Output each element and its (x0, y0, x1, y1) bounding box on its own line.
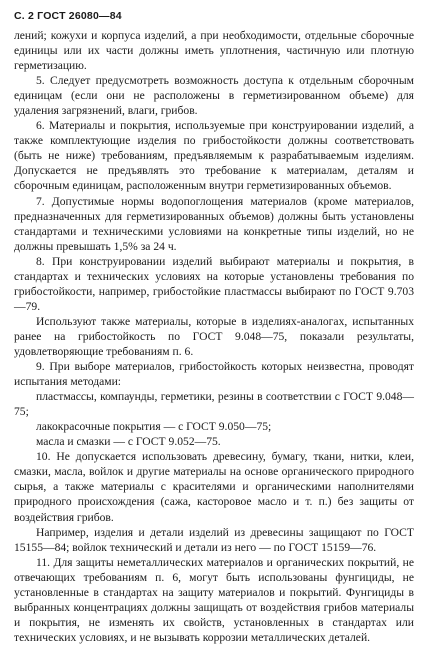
document-body (14, 28, 414, 645)
paragraph-9-plastics: пластмассы, компаунды, герметики, резины в соответствии с ГОСТ 9.048—75; (14, 390, 414, 419)
paragraph-7: 7. Допустимые нормы водопоглощения материалов (кроме материалов, предназначенных для герметизированных объемов) должны быть установлены стандартами и техническими условиями на конкретные типы изделий, но не должны превышать 1,5% за 24 ч. (14, 194, 414, 253)
paragraph-9-oils: масла и смазки — с ГОСТ 9.052—75. (36, 435, 221, 449)
paragraph-8-note: Используют также материалы, которые в изделиях-аналогах, испытанных ранее на грибостойкость по ГОСТ 9.048—75, показали результаты, удовлетворяющие требованиям п. 6. (14, 314, 414, 358)
paragraph-10-example: Например, изделия и детали изделий из древесины защищают по ГОСТ 15155—84; войлок технический и детали из него — по ГОСТ 15159—76. (14, 525, 414, 554)
paragraph-9: 9. При выборе материалов, грибостойкость которых неизвестна, проводят испытания методами: (14, 360, 414, 389)
paragraph-9-coatings: лакокрасочные покрытия — с ГОСТ 9.050—75; (36, 420, 272, 434)
paragraph-11: 11. Для защиты неметаллических материалов и органических покрытий, не отвечающих требованиям п. 6, могут быть использованы фунгициды, не установленные в стандартах на защиту материалов и покрытий. Фунгициды в выбранных концентрациях должны защищать от воздействия грибов материалы и покрытия, не изменять их свойств, установленных в стандартах или технических условиях, и не вызывать коррозии металлических деталей. (14, 555, 414, 644)
page-header: С. 2 ГОСТ 26080—84 (14, 10, 122, 22)
paragraph-8: 8. При конструировании изделий выбирают материалы и покрытия, в стандартах и технических условиях на которые установлены требования по грибостойкости, например, грибостойкие пластмассы выбирают по ГОСТ 9.703—79. (14, 254, 414, 313)
paragraph-5: 5. Следует предусмотреть возможность доступа к отдельным сборочным единицам (если они не расположены в герметизированном объеме) для удаления загрязнений, влаги, грибов. (14, 74, 414, 118)
paragraph-10: 10. Не допускается использовать древесину, бумагу, ткани, нитки, клеи, смазки, масла, войлок и другие материалы на основе органического природного сырья, а также материалы с красителями и органическими наполнителями природного происхождения (сажа, касторовое масло и т. п.) без защиты от воздействия грибов. (14, 450, 414, 524)
paragraph-continuation: лений; кожухи и корпуса изделий, а при необходимости, отдельные сборочные единицы или их части должны иметь уплотнения, частичную или плотную герметизацию. (14, 29, 414, 73)
paragraph-6: 6. Материалы и покрытия, используемые при конструировании изделий, а также комплектующие изделия по грибостойкости должны соответствовать (быть не ниже) требованиям, предъявляемым к разрабатываемым изделиям. Допускается не предъявлять это требование к материалам, деталям и сборочным единицам, расположенным внутри герметизированных объемов. (14, 119, 414, 193)
